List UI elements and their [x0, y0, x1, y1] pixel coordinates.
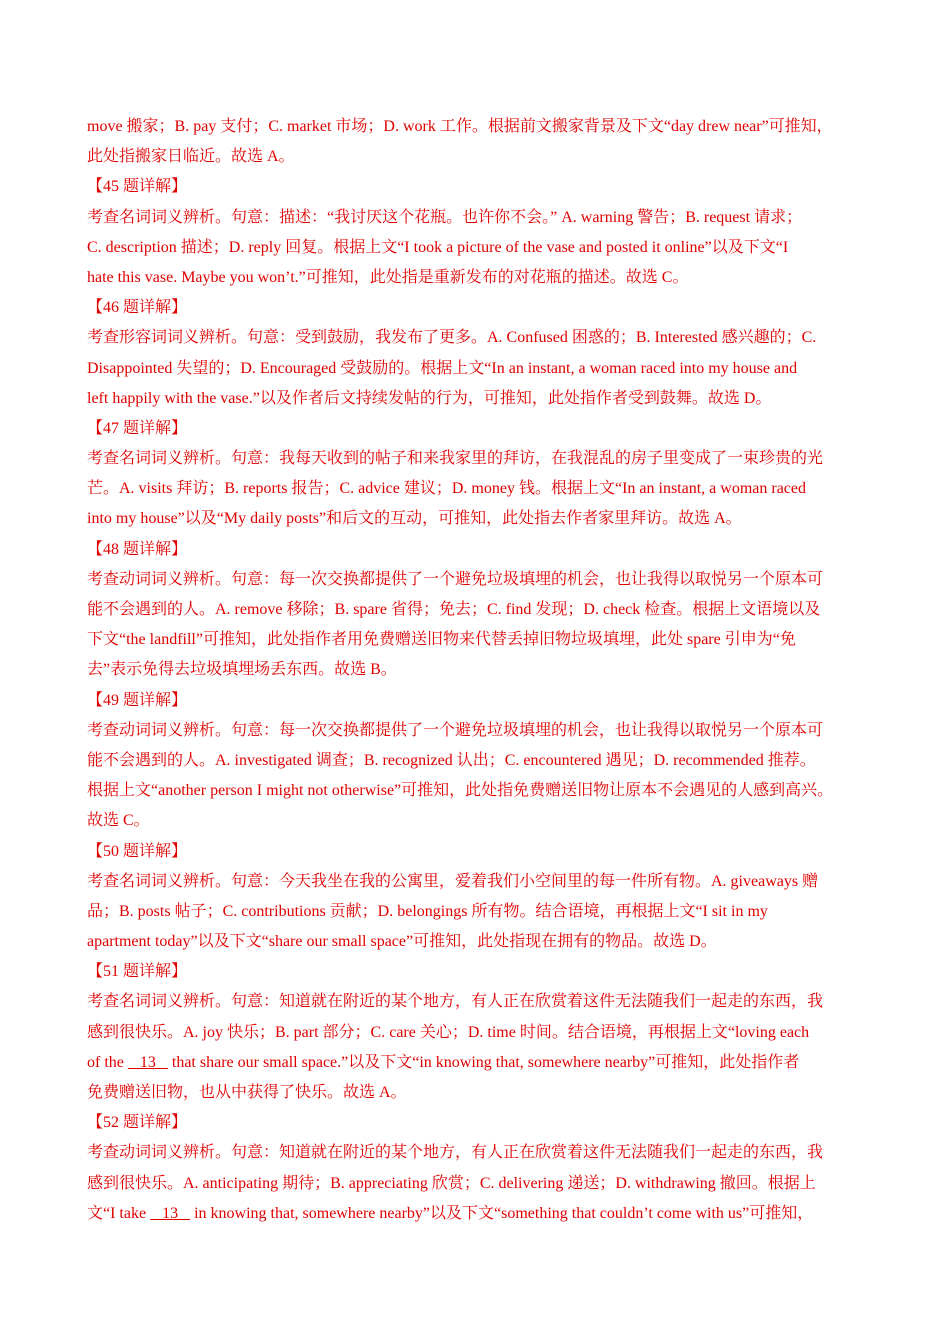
- section-45: [87, 172, 873, 293]
- section-48: [87, 535, 873, 686]
- text-line: left happily with the vase.”以及作者后文持续发帖的行为，可推知，此处指作者受到鼓舞。故选 D。: [87, 389, 772, 407]
- text-line: 考查名词词义辨析。句意：我每天收到的帖子和来我家里的拜访，在我混乱的房子里变成了一束珍贵的光: [87, 450, 824, 468]
- text-line: 考查名词词义辨析。句意：知道就在附近的某个地方，有人正在欣赏着这件无法随我们一起走的东西，我: [87, 993, 824, 1011]
- section-heading: 【50 题详解】: [87, 842, 188, 860]
- section-50: [87, 837, 873, 958]
- text-segment: that share our small space.”以及下文“in knowing that, somewhere nearby”可推知，此处指作者: [167, 1053, 800, 1071]
- text-line: 考查名词词义辨析。句意：描述：“我讨厌这个花瓶。也许你不会。” A. warning 警告；B. request 请求；: [87, 208, 803, 226]
- section-47: [87, 414, 873, 535]
- section-heading: 【52 题详解】: [87, 1114, 188, 1132]
- section-51: [87, 957, 873, 1108]
- section-heading: 【48 题详解】: [87, 540, 188, 558]
- section-46: [87, 293, 873, 414]
- text-line: 能不会遇到的人。A. remove 移除；B. spare 省得；免去；C. find 发现；D. check 检查。根据上文语境以及: [87, 601, 821, 618]
- text-segment: of the: [87, 1053, 128, 1071]
- section-heading: 【46 题详解】: [87, 299, 188, 317]
- text-line: 根据上文“another person I might not otherwise”可推知，此处指免费赠送旧物让原本不会遇见的人感到高兴。: [87, 782, 834, 800]
- section-49: [87, 686, 873, 837]
- text-line: 免费赠送旧物，也从中获得了快乐。故选 A。: [87, 1084, 407, 1101]
- text-line: 故选 C。: [87, 812, 150, 830]
- text-line: 感到很快乐。A. joy 快乐；B. part 部分；C. care 关心；D. time 时间。结合语境，再根据上文“loving each: [87, 1023, 810, 1041]
- text-line: 去”表示免得去垃圾填埋场丢东西。故选 B。: [87, 661, 397, 679]
- text-line: into my house”以及“My daily posts”和后文的互动，可推知，此处指去作者家里拜访。故选 A。: [87, 510, 742, 528]
- text-line: move 搬家；B. pay 支付；C. market 市场；D. work 工作。根据前文搬家背景及下文“day drew near”可推知，: [87, 118, 833, 135]
- document-page: [87, 112, 873, 1229]
- text-line: 此处指搬家日临近。故选 A。: [87, 148, 295, 166]
- text-segment: 文“I take: [87, 1204, 151, 1222]
- text-line: 考查动词词义辨析。句意：每一次交换都提供了一个避免垃圾填埋的机会，也让我得以取悦另一个原本可: [87, 570, 824, 588]
- answer-blank: 13: [150, 1204, 191, 1222]
- text-line: 芒。A. visits 拜访；B. reports 报告；C. advice 建议；D. money 钱。根据上文“In an instant, a woman raced: [87, 480, 807, 498]
- section-heading: 【51 题详解】: [87, 963, 188, 981]
- text-line: Disappointed 失望的；D. Encouraged 受鼓励的。根据上文“In an instant, a woman raced into my house and: [87, 359, 798, 377]
- text-line: apartment today”以及下文“share our small space”可推知，此处指现在拥有的物品。故选 D。: [87, 933, 717, 951]
- text-line: 考查形容词词义辨析。句意：受到鼓励，我发布了更多。A. Confused 困惑的；B. Interested 感兴趣的；C.: [87, 329, 817, 347]
- text-line: 品；B. posts 帖子；C. contributions 贡献；D. belongings 所有物。结合语境，再根据上文“I sit in my: [87, 902, 768, 920]
- section-heading: 【45 题详解】: [87, 178, 188, 196]
- answer-blank: 13: [127, 1053, 168, 1071]
- text-line: 感到很快乐。A. anticipating 期待；B. appreciating 欣赏；C. delivering 递送；D. withdrawing 撤回。根据上: [87, 1174, 816, 1192]
- section-heading: 【49 题详解】: [87, 691, 188, 709]
- text-line: 下文“the landfill”可推知，此处指作者用免费赠送旧物来代替丢掉旧物垃圾填埋，此处 spare 引申为“免: [87, 631, 796, 649]
- text-line-with-blank: [87, 1199, 873, 1229]
- text-line: C. description 描述；D. reply 回复。根据上文“I took a picture of the vase and posted it online”以及下文“I: [87, 238, 789, 256]
- text-line: 能不会遇到的人。A. investigated 调查；B. recognized 认出；C. encountered 遇见；D. recommended 推荐。: [87, 751, 816, 769]
- text-line-with-blank: [87, 1048, 873, 1078]
- intro-paragraph: [87, 112, 873, 172]
- section-heading: 【47 题详解】: [87, 419, 188, 437]
- text-line: 考查动词词义辨析。句意：每一次交换都提供了一个避免垃圾填埋的机会，也让我得以取悦另一个原本可: [87, 721, 824, 739]
- text-line: 考查动词词义辨析。句意：知道就在附近的某个地方，有人正在欣赏着这件无法随我们一起走的东西，我: [87, 1144, 824, 1162]
- section-52: [87, 1108, 873, 1229]
- text-segment: in knowing that, somewhere nearby”以及下文“something that couldn’t come with us”可推知，: [190, 1204, 814, 1222]
- text-line: hate this vase. Maybe you won’t.”可推知，此处指是重新发布的对花瓶的描述。故选 C。: [87, 268, 689, 286]
- text-line: 考查名词词义辨析。句意：今天我坐在我的公寓里，爱着我们小空间里的每一件所有物。A. giveaways 赠: [87, 872, 819, 890]
